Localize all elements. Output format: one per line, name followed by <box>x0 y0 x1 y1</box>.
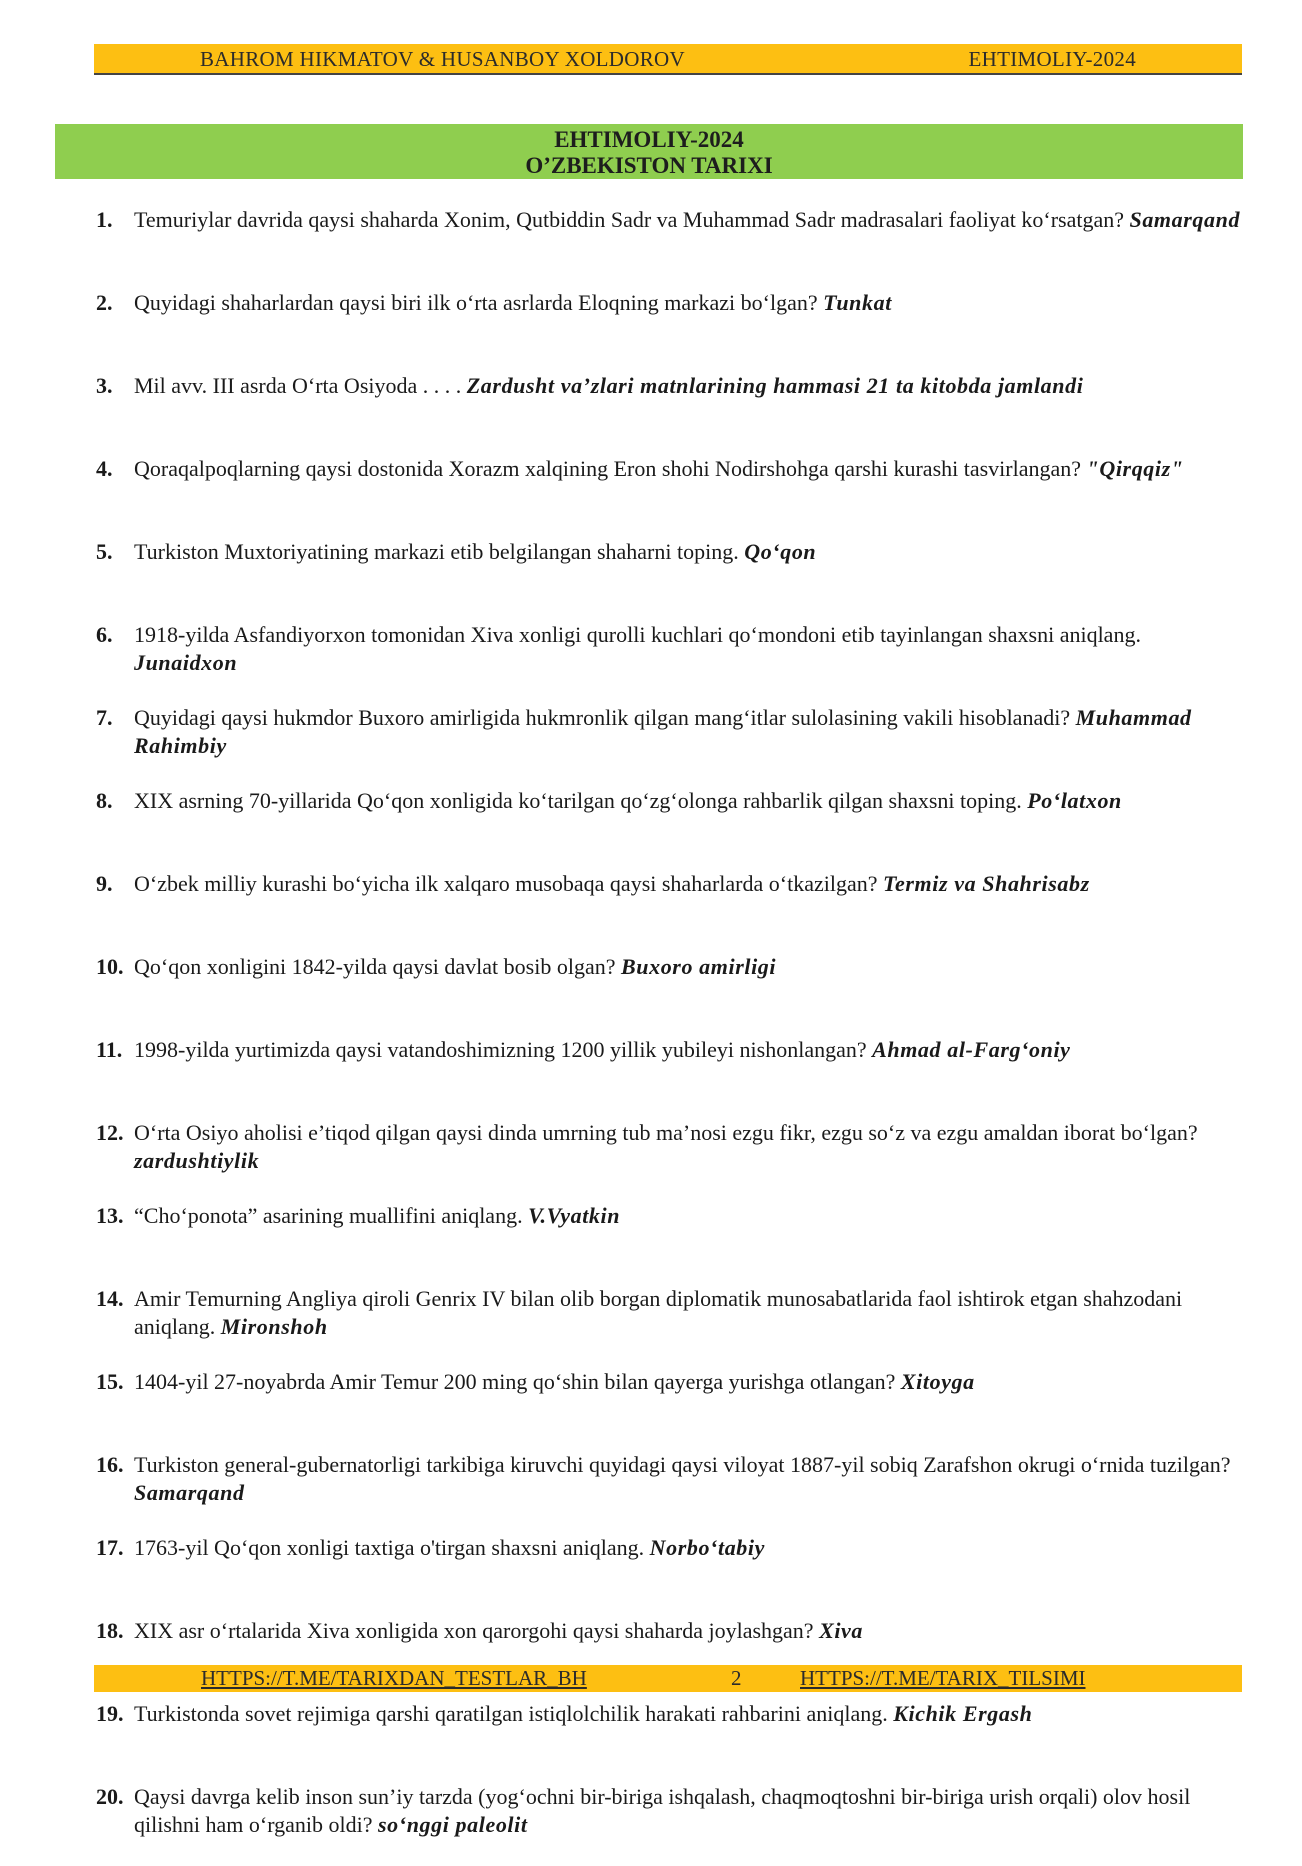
question-item <box>96 1036 1246 1119</box>
question-item <box>96 455 1246 538</box>
answer-text: Zardusht va’zlari matnlarining hammasi 21 ta kitobda jamlandi <box>466 373 1084 398</box>
question-number: 9. <box>96 871 113 896</box>
question-number: 7. <box>96 705 113 730</box>
question-item <box>96 1285 1246 1368</box>
page-number: 2 <box>731 1666 742 1690</box>
question-text: Turkiston general-gubernatorligi tarkibiga kiruvchi quyidagi qaysi viloyat 1887-yil sobiq Zarafshon okrugi o‘rnida tuzilgan? <box>134 1452 1231 1477</box>
question-text: Quyidagi qaysi hukmdor Buxoro amirligida hukmronlik qilgan mang‘itlar sulolasining vakili hisoblanadi? <box>134 705 1076 730</box>
question-number: 14. <box>96 1286 124 1311</box>
question-body <box>134 1451 1246 1534</box>
question-text: O‘rta Osiyo aholisi e’tiqod qilgan qaysi dinda umrning tub ma’nosi ezgu fikr, ezgu so‘z va ezgu amaldan iborat bo‘lgan? <box>134 1120 1198 1145</box>
question-text: “Cho‘ponota” asarining muallifini aniqlang. <box>134 1203 529 1228</box>
title-line-2: O’ZBEKISTON TARIXI <box>525 153 773 178</box>
question-item <box>96 953 1246 1036</box>
question-body <box>134 538 1246 621</box>
question-number: 17. <box>96 1535 124 1560</box>
answer-text: "Qirqqiz" <box>1086 456 1184 481</box>
page-footer <box>94 1665 1242 1692</box>
question-body <box>134 704 1246 787</box>
question-number: 3. <box>96 373 113 398</box>
question-number: 1. <box>96 207 113 232</box>
question-number: 11. <box>96 1037 123 1062</box>
question-item <box>96 538 1246 621</box>
question-body <box>134 455 1246 538</box>
question-body <box>134 1036 1246 1119</box>
question-text: Qo‘qon xonligini 1842-yilda qaysi davlat bosib olgan? <box>134 954 621 979</box>
header-authors: BAHROM HIKMATOV & HUSANBOY XOLDOROV <box>200 47 685 71</box>
question-item <box>96 621 1246 704</box>
answer-text: Xiva <box>819 1618 864 1643</box>
question-text: 1404-yil 27-noyabrda Amir Temur 200 ming qo‘shin bilan qayerga yurishga otlangan? <box>134 1369 901 1394</box>
question-body <box>134 621 1246 704</box>
header-title: EHTIMOLIY-2024 <box>968 47 1136 71</box>
question-text: Mil avv. III asrda O‘rta Osiyoda . . . . <box>134 373 467 398</box>
question-text: O‘zbek milliy kurashi bo‘yicha ilk xalqaro musobaqa qaysi shaharlarda o‘tkazilgan? <box>134 871 883 896</box>
answer-text: Muhammad Rahimbiy <box>134 705 1192 758</box>
question-text: 1918-yilda Asfandiyorxon tomonidan Xiva xonligi qurolli kuchlari qo‘mondoni etib tayinlangan shaxsni aniqlang. <box>134 622 1141 647</box>
question-number: 20. <box>96 1784 124 1809</box>
question-number: 10. <box>96 954 124 979</box>
question-text: Quyidagi shaharlardan qaysi biri ilk o‘rta asrlarda Eloqning markazi bo‘lgan? <box>134 290 824 315</box>
question-item <box>96 787 1246 870</box>
question-body <box>134 372 1246 455</box>
question-item <box>96 1119 1246 1202</box>
question-item <box>96 289 1246 372</box>
answer-text: Kichik Ergash <box>893 1701 1033 1726</box>
question-body <box>134 1700 1246 1783</box>
question-number: 5. <box>96 539 113 564</box>
question-item <box>96 1783 1246 1866</box>
question-body <box>134 289 1246 372</box>
document-title-box <box>55 124 1243 179</box>
question-number: 4. <box>96 456 113 481</box>
title-line-1: EHTIMOLIY-2024 <box>554 127 744 152</box>
question-item <box>96 1700 1246 1783</box>
question-body <box>134 787 1246 870</box>
answer-text: so‘nggi paleolit <box>378 1812 528 1837</box>
question-body <box>134 870 1246 953</box>
answer-text: Tunkat <box>823 290 892 315</box>
question-body <box>134 206 1246 289</box>
question-number: 6. <box>96 622 113 647</box>
answer-text: Norbo‘tabiy <box>649 1535 765 1560</box>
answer-text: Samarqand <box>1129 207 1241 232</box>
question-body <box>134 1119 1246 1202</box>
answer-text: V.Vyatkin <box>528 1203 621 1228</box>
question-list <box>96 206 1246 1866</box>
question-number: 2. <box>96 290 113 315</box>
question-body <box>134 1202 1246 1285</box>
answer-text: Po‘latxon <box>1027 788 1122 813</box>
answer-text: Xitoyga <box>900 1369 975 1394</box>
question-item <box>96 1368 1246 1451</box>
question-item <box>96 704 1246 787</box>
question-body <box>134 953 1246 1036</box>
question-text: Turkistonda sovet rejimiga qarshi qaratilgan istiqlolchilik harakati rahbarini aniqlang. <box>134 1701 894 1726</box>
question-text: XIX asrning 70-yillarida Qo‘qon xonligida ko‘tarilgan qo‘zg‘olonga rahbarlik qilgan shaxsni toping. <box>134 788 1028 813</box>
question-body <box>134 1368 1246 1451</box>
question-text: Qaysi davrga kelib inson sun’iy tarzda (yog‘ochni bir-biriga ishqalash, chaqmoqtoshni bir-biriga urish orqali) olov hosil qilishni ham o‘rganib oldi? <box>134 1784 1191 1837</box>
answer-text: Samarqand <box>134 1480 245 1505</box>
question-text: Temuriylar davrida qaysi shaharda Xonim, Qutbiddin Sadr va Muhammad Sadr madrasalari faoliyat ko‘rsatgan? <box>134 207 1130 232</box>
question-item <box>96 1451 1246 1534</box>
question-item <box>96 870 1246 953</box>
question-number: 18. <box>96 1618 124 1643</box>
question-text: Turkiston Muxtoriyatining markazi etib belgilangan shaharni toping. <box>134 539 745 564</box>
question-body <box>134 1285 1246 1368</box>
question-body <box>134 1783 1246 1866</box>
question-item <box>96 372 1246 455</box>
question-item <box>96 1534 1246 1617</box>
question-number: 8. <box>96 788 113 813</box>
footer-link-tilsimi[interactable]: HTTPS://T.ME/TARIX_TILSIMI <box>800 1666 1086 1690</box>
question-text: 1998-yilda yurtimizda qaysi vatandoshimizning 1200 yillik yubileyi nishonlangan? <box>134 1037 873 1062</box>
question-item <box>96 206 1246 289</box>
answer-text: Junaidxon <box>134 650 238 675</box>
answer-text: zardushtiylik <box>134 1148 260 1173</box>
question-text: Qoraqalpoqlarning qaysi dostonida Xorazm xalqining Eron shohi Nodirshohga qarshi kurashi tasvirlangan? <box>134 456 1087 481</box>
answer-text: Ahmad al-Farg‘oniy <box>872 1037 1071 1062</box>
question-number: 12. <box>96 1120 124 1145</box>
answer-text: Termiz va Shahrisabz <box>882 871 1090 896</box>
question-number: 16. <box>96 1452 124 1477</box>
answer-text: Mironshoh <box>220 1314 328 1339</box>
footer-link-testlar[interactable]: HTTPS://T.ME/TARIXDAN_TESTLAR_BH <box>201 1666 587 1690</box>
question-number: 15. <box>96 1369 124 1394</box>
question-body <box>134 1534 1246 1617</box>
question-text: XIX asr o‘rtalarida Xiva xonligida xon qarorgohi qaysi shaharda joylashgan? <box>134 1618 820 1643</box>
question-text: Amir Temurning Angliya qiroli Genrix IV bilan olib borgan diplomatik munosabatlarida faol ishtirok etgan shahzodani aniqlang. <box>134 1286 1183 1339</box>
answer-text: Qo‘qon <box>744 539 817 564</box>
question-text: 1763-yil Qo‘qon xonligi taxtiga o'tirgan shaxsni aniqlang. <box>134 1535 650 1560</box>
page-header <box>94 44 1242 75</box>
question-item <box>96 1202 1246 1285</box>
answer-text: Buxoro amirligi <box>621 954 777 979</box>
question-number: 13. <box>96 1203 124 1228</box>
question-number: 19. <box>96 1701 124 1726</box>
